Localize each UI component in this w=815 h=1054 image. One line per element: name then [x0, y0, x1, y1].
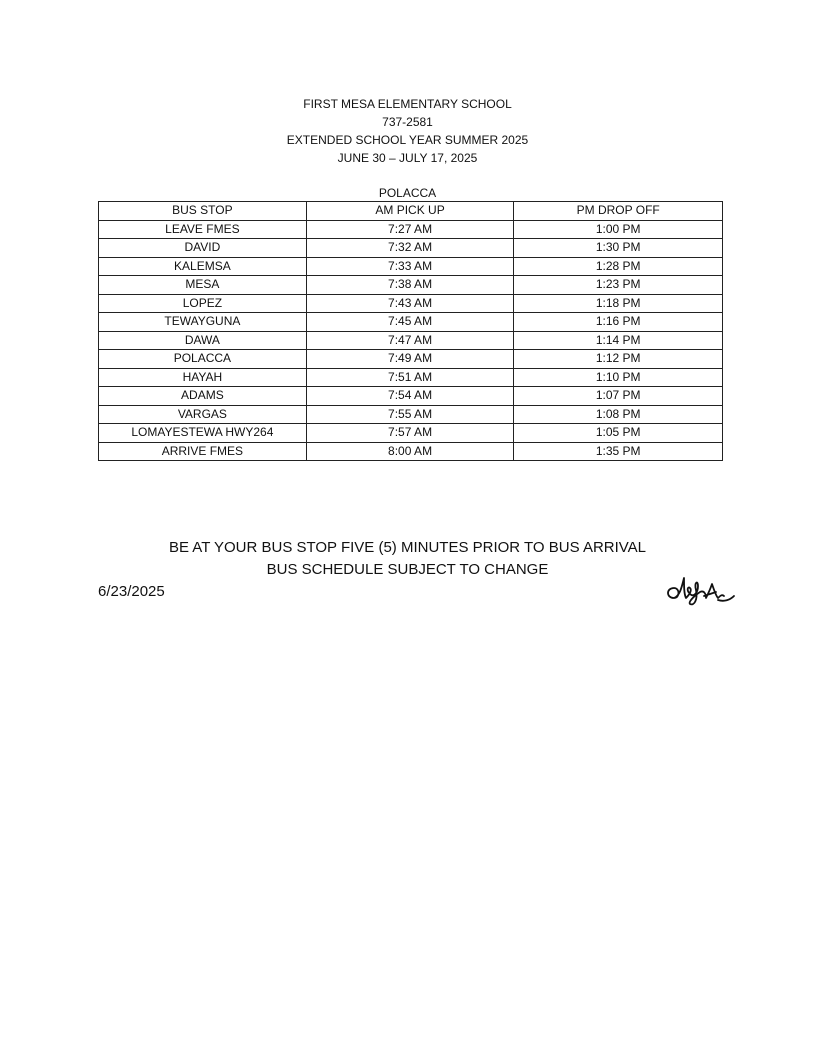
cell-am-pick-up: 7:49 AM [306, 350, 514, 369]
table-row [99, 368, 723, 387]
school-name: FIRST MESA ELEMENTARY SCHOOL [303, 97, 512, 111]
table-row [99, 220, 723, 239]
table-row [99, 276, 723, 295]
cell-bus-stop: MESA [99, 276, 307, 295]
handwritten-signature-icon [660, 572, 740, 612]
table-row [99, 257, 723, 276]
cell-am-pick-up: 7:27 AM [306, 220, 514, 239]
cell-am-pick-up: 7:57 AM [306, 424, 514, 443]
cell-am-pick-up: 7:33 AM [306, 257, 514, 276]
route-name: POLACCA [378, 186, 437, 200]
cell-am-pick-up: 7:51 AM [306, 368, 514, 387]
cell-bus-stop: HAYAH [99, 368, 307, 387]
notice-line-arrival: BE AT YOUR BUS STOP FIVE (5) MINUTES PRIOR TO BUS ARRIVAL [168, 539, 647, 556]
cell-pm-drop-off: 1:14 PM [514, 331, 723, 350]
cell-bus-stop: KALEMSA [99, 257, 307, 276]
cell-pm-drop-off: 1:28 PM [514, 257, 723, 276]
cell-pm-drop-off: 1:23 PM [514, 276, 723, 295]
table-row [99, 350, 723, 369]
cell-pm-drop-off: 1:35 PM [514, 442, 723, 461]
table-row [99, 442, 723, 461]
cell-am-pick-up: 7:47 AM [306, 331, 514, 350]
cell-bus-stop: VARGAS [99, 405, 307, 424]
table-row [99, 313, 723, 332]
cell-pm-drop-off: 1:00 PM [514, 220, 723, 239]
cell-pm-drop-off: 1:30 PM [514, 239, 723, 258]
cell-bus-stop: ARRIVE FMES [99, 442, 307, 461]
cell-am-pick-up: 7:55 AM [306, 405, 514, 424]
program-dates: JUNE 30 – JULY 17, 2025 [337, 151, 478, 165]
column-header-am-pick-up: AM PICK UP [306, 202, 514, 221]
program-title: EXTENDED SCHOOL YEAR SUMMER 2025 [286, 133, 529, 147]
table-row [99, 424, 723, 443]
cell-am-pick-up: 7:45 AM [306, 313, 514, 332]
cell-bus-stop: ADAMS [99, 387, 307, 406]
cell-am-pick-up: 7:43 AM [306, 294, 514, 313]
cell-pm-drop-off: 1:07 PM [514, 387, 723, 406]
table-row [99, 331, 723, 350]
cell-pm-drop-off: 1:08 PM [514, 405, 723, 424]
cell-pm-drop-off: 1:05 PM [514, 424, 723, 443]
cell-pm-drop-off: 1:10 PM [514, 368, 723, 387]
table-row [99, 294, 723, 313]
table-header-row [99, 202, 723, 221]
school-phone: 737-2581 [382, 115, 433, 129]
cell-bus-stop: LEAVE FMES [99, 220, 307, 239]
cell-am-pick-up: 7:38 AM [306, 276, 514, 295]
cell-bus-stop: LOMAYESTEWA HWY264 [99, 424, 307, 443]
cell-pm-drop-off: 1:16 PM [514, 313, 723, 332]
cell-bus-stop: LOPEZ [99, 294, 307, 313]
column-header-bus-stop: BUS STOP [99, 202, 307, 221]
cell-pm-drop-off: 1:18 PM [514, 294, 723, 313]
column-header-pm-drop-off: PM DROP OFF [514, 202, 723, 221]
table-row [99, 239, 723, 258]
document-date: 6/23/2025 [98, 583, 165, 600]
notice-line-change: BUS SCHEDULE SUBJECT TO CHANGE [266, 561, 549, 578]
table-row [99, 405, 723, 424]
cell-am-pick-up: 8:00 AM [306, 442, 514, 461]
cell-bus-stop: POLACCA [99, 350, 307, 369]
cell-bus-stop: DAVID [99, 239, 307, 258]
cell-am-pick-up: 7:54 AM [306, 387, 514, 406]
cell-bus-stop: TEWAYGUNA [99, 313, 307, 332]
cell-pm-drop-off: 1:12 PM [514, 350, 723, 369]
cell-am-pick-up: 7:32 AM [306, 239, 514, 258]
document-header [0, 95, 815, 167]
table-body [99, 220, 723, 461]
cell-bus-stop: DAWA [99, 331, 307, 350]
bus-schedule-table [98, 201, 723, 461]
table-row [99, 387, 723, 406]
